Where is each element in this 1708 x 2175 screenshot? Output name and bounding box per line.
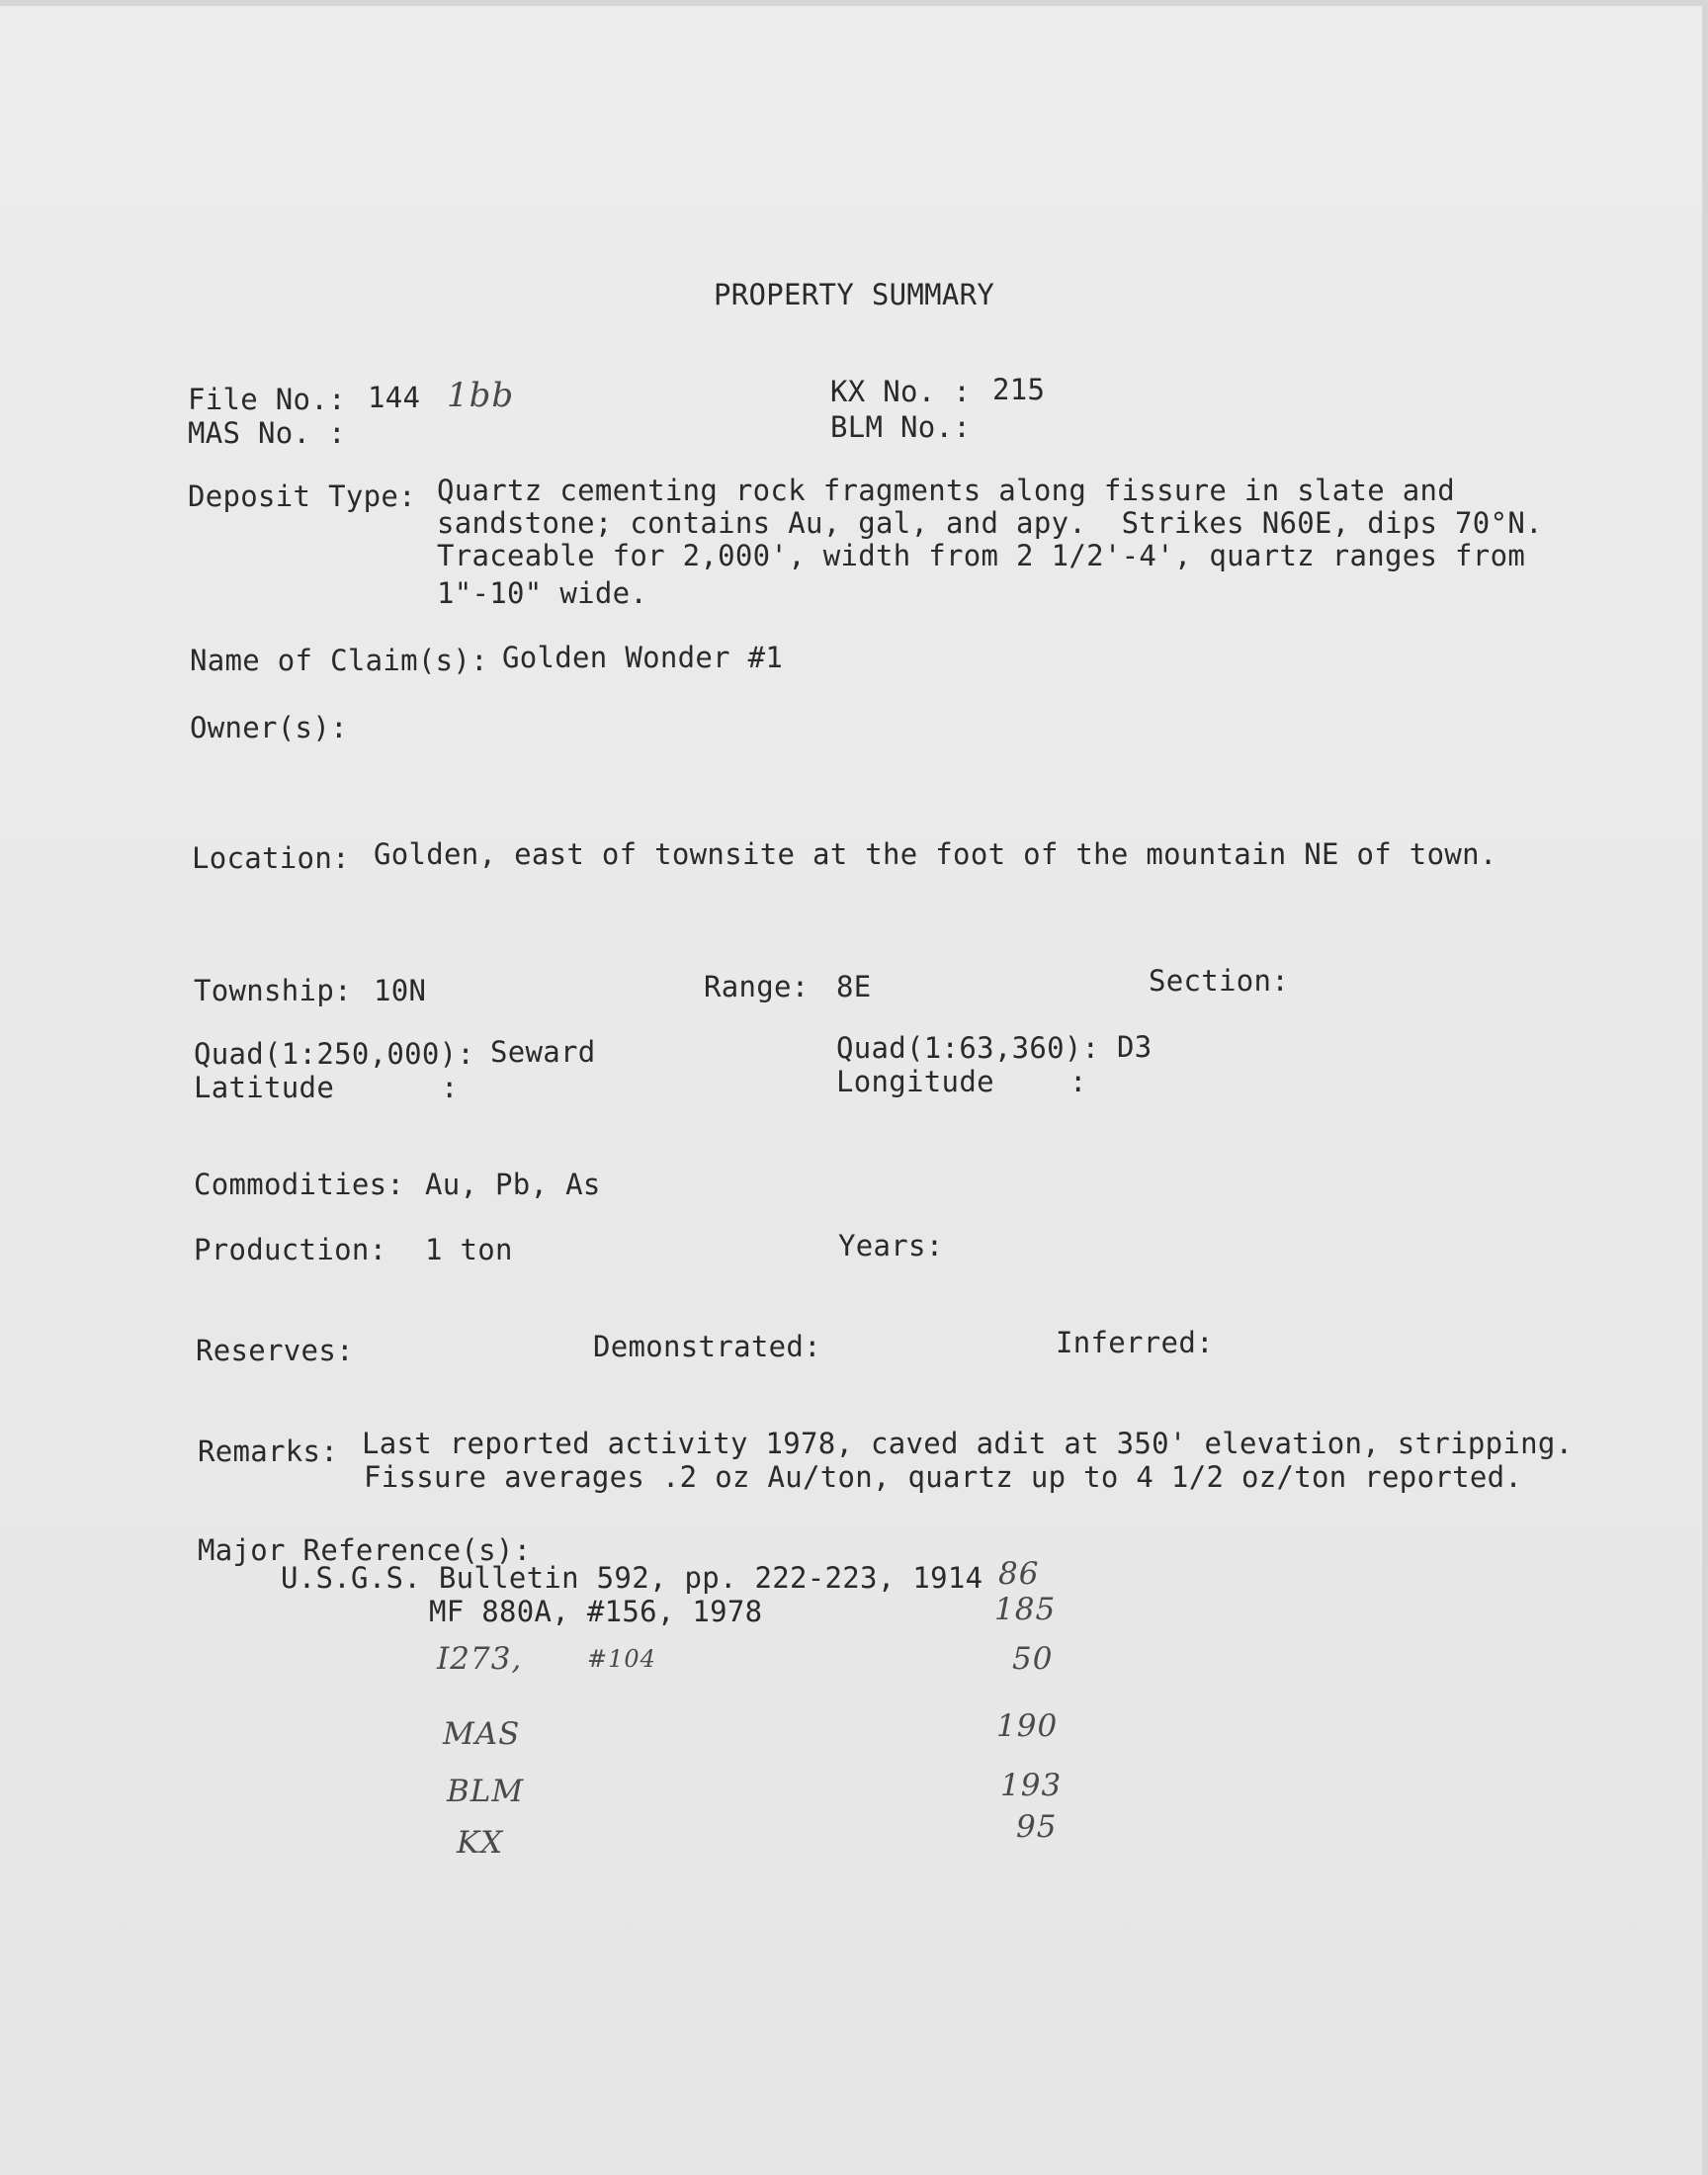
production-label: Production:	[194, 1233, 387, 1266]
range-label: Range:	[704, 970, 810, 1003]
reference-hw-1-extra: #104	[587, 1645, 656, 1673]
inferred-label: Inferred:	[1056, 1326, 1214, 1359]
remarks-line-1: Last reported activity 1978, caved adit at 350' elevation, stripping.	[362, 1427, 1574, 1460]
longitude-label: Longitude	[836, 1065, 994, 1098]
claims-label: Name of Claim(s):	[190, 644, 488, 677]
quad250-label: Quad(1:250,000):	[194, 1037, 475, 1071]
latitude-label: Latitude	[194, 1071, 335, 1104]
reference-hw-4: KX	[457, 1825, 504, 1861]
reference-typed-1: U.S.G.S. Bulletin 592, pp. 222-223, 1914	[281, 1561, 983, 1595]
longitude-sep: :	[1069, 1065, 1087, 1098]
kx-no-value: 215	[992, 373, 1046, 406]
file-no-label: File No.:	[188, 383, 346, 416]
reference-typed-2: MF 880A, #156, 1978	[429, 1595, 763, 1628]
quad250-value: Seward	[490, 1035, 596, 1069]
demonstrated-label: Demonstrated:	[593, 1330, 821, 1363]
reference-hw-3: BLM	[447, 1774, 525, 1809]
section-label: Section:	[1149, 964, 1290, 998]
commodities-value: Au, Pb, As	[425, 1168, 601, 1201]
reference-typed-1-note: 86	[998, 1556, 1040, 1592]
blm-no-label: BLM No.:	[830, 410, 972, 444]
reference-hw-1: I273,	[437, 1641, 523, 1677]
remarks-label: Remarks:	[198, 1435, 339, 1468]
location-label: Location:	[192, 841, 350, 875]
mas-no-label: MAS No. :	[188, 416, 346, 450]
file-no-handwritten: 1bb	[447, 376, 515, 415]
claims-value: Golden Wonder #1	[502, 641, 784, 674]
owners-label: Owner(s):	[190, 711, 348, 744]
quad63-label: Quad(1:63,360):	[836, 1031, 1100, 1065]
deposit-line-1: Quartz cementing rock fragments along fissure in slate and	[437, 474, 1456, 507]
reference-hw-1-note: 50	[1012, 1641, 1054, 1677]
references-label: Major Reference(s):	[198, 1533, 532, 1567]
kx-no-label: KX No. :	[830, 375, 972, 408]
township-label: Township:	[194, 974, 352, 1007]
deposit-line-4: 1"-10" wide.	[437, 576, 648, 610]
scan-edge-top	[0, 0, 1708, 6]
location-value: Golden, east of townsite at the foot of the mountain NE of town.	[374, 837, 1497, 871]
township-value: 10N	[374, 974, 427, 1007]
latitude-sep: :	[441, 1071, 459, 1104]
deposit-type-label: Deposit Type:	[188, 479, 416, 513]
scan-edge-right	[1702, 0, 1708, 2175]
production-value: 1 ton	[425, 1233, 513, 1266]
reference-hw-2: MAS	[443, 1716, 521, 1752]
reference-hw-4-note: 95	[1016, 1809, 1058, 1845]
years-label: Years:	[838, 1229, 944, 1262]
remarks-line-2: Fissure averages .2 oz Au/ton, quartz up to 4 1/2 oz/ton reported.	[364, 1460, 1523, 1494]
quad63-value: D3	[1117, 1030, 1153, 1064]
file-no-value: 144	[368, 381, 421, 414]
reference-hw-2-note: 190	[996, 1708, 1059, 1744]
deposit-line-3: Traceable for 2,000', width from 2 1/2'-4', quartz ranges from	[437, 539, 1526, 572]
reference-hw-3-note: 193	[1000, 1768, 1063, 1803]
commodities-label: Commodities:	[194, 1168, 405, 1201]
reference-typed-2-note: 185	[994, 1592, 1057, 1627]
page-title: PROPERTY SUMMARY	[714, 278, 995, 311]
reserves-label: Reserves:	[196, 1334, 354, 1367]
range-value: 8E	[836, 970, 872, 1003]
deposit-line-2: sandstone; contains Au, gal, and apy. Strikes N60E, dips 70°N.	[437, 506, 1543, 540]
